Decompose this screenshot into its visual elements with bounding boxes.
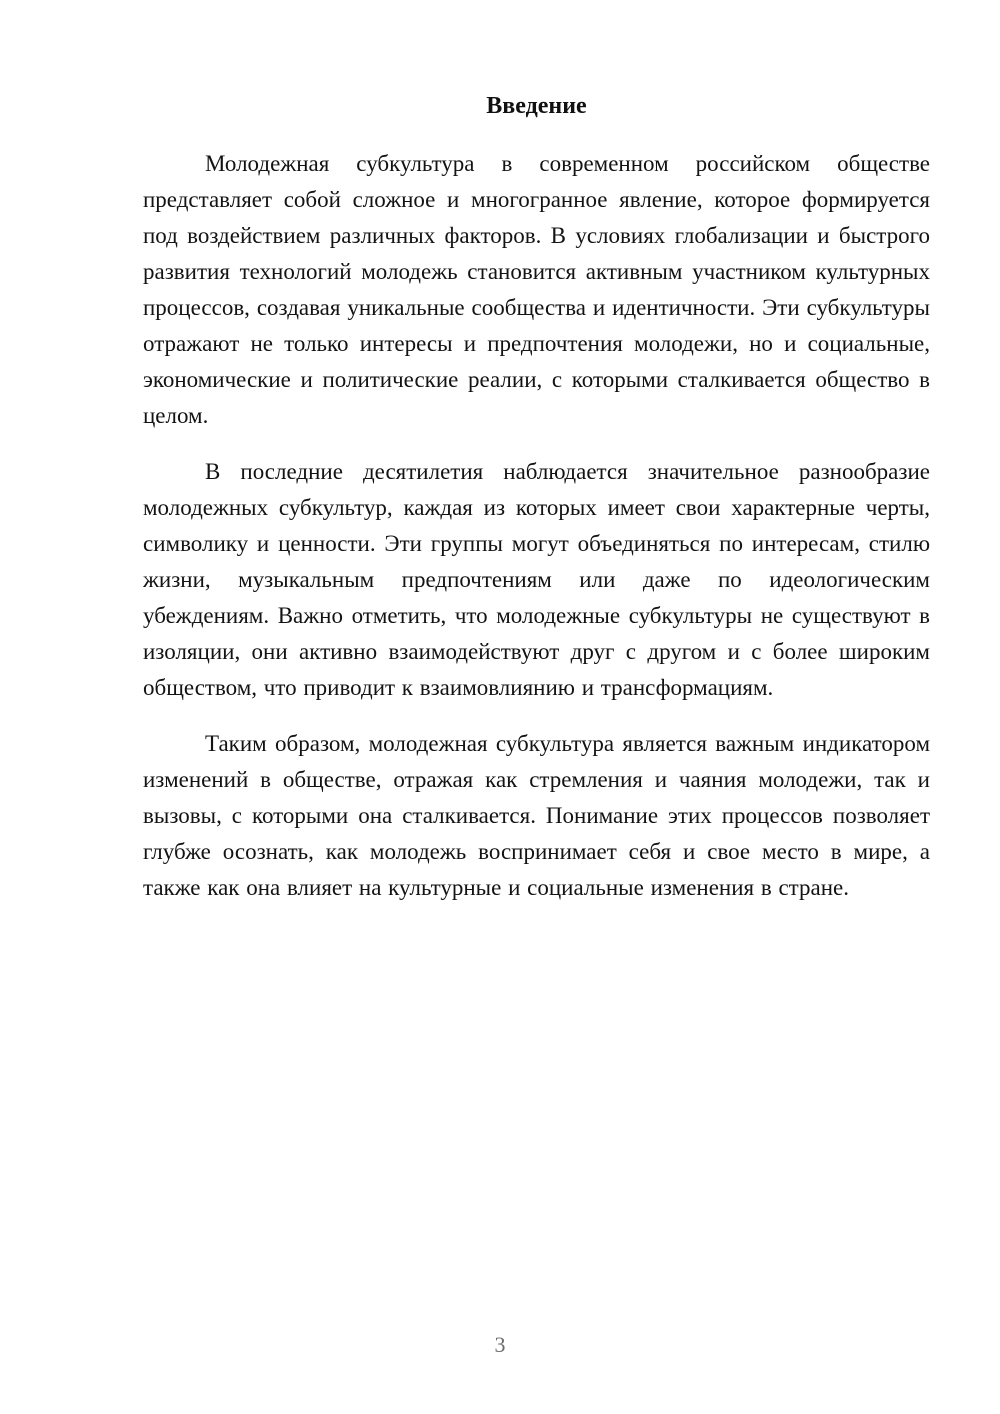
page-number: 3: [494, 1332, 506, 1357]
paragraph-3: Таким образом, молодежная субкультура является важным индикатором изменений в обществе, отражая как стремления и чаяния молодежи, так и вызовы, с которыми она сталкивается. Понимание этих процессов позволяет глубже осознать, как молодежь воспринимает себя и свое место в мире, а также как она влияет на культурные и социальные изменения в стране.: [143, 731, 930, 900]
paragraph-1: Молодежная субкультура в современном российском обществе представляет собой сложное и многогранное явление, которое формируется под воздействием различных факторов. В условиях глобализации и быстрого развития технологий молодежь становится активным участником культурных процессов, создавая уникальные сообщества и идентичности. Эти субкультуры отражают не только интересы и предпочтения молодежи, но и социальные, экономические и политические реалии, с которыми сталкивается общество в целом.: [143, 151, 930, 428]
document-title: Введение: [486, 93, 587, 119]
document-content: [143, 88, 930, 926]
paragraph-2: В последние десятилетия наблюдается значительное разнообразие молодежных субкультур, каждая из которых имеет свои характерные черты, символику и ценности. Эти группы могут объединяться по интересам, стилю жизни, музыкальным предпочтениям или даже по идеологическим убеждениям. Важно отметить, что молодежные субкультуры не существуют в изоляции, они активно взаимодействуют друг с другом и с более широким обществом, что приводит к взаимовлиянию и трансформациям.: [143, 459, 930, 700]
